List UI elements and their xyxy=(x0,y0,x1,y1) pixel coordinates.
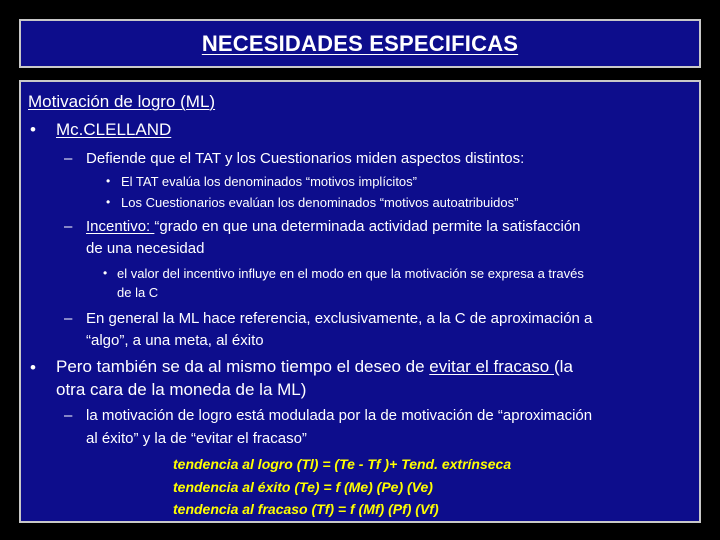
dash-item-modulada-cont: al éxito” y la de “evitar el fracaso” xyxy=(86,430,307,447)
dash-item-claim: Defiende que el TAT y los Cuestionarios miden aspectos distintos: xyxy=(86,150,525,167)
sub-item-cuestionarios: Los Cuestionarios evalúan los denominados “motivos autoatribuidos” xyxy=(121,195,519,210)
bullet-author: Mc.CLELLAND xyxy=(56,120,172,139)
dash-item-incentivo-cont: de una necesidad xyxy=(86,240,205,257)
bullet-marker: • xyxy=(30,358,36,377)
content-box xyxy=(19,80,701,523)
bullet-fracaso-cont: otra cara de la moneda de la ML) xyxy=(56,380,307,399)
formula-exito: tendencia al éxito (Te) = f (Me) (Pe) (Ve) xyxy=(173,479,433,495)
dash-marker: – xyxy=(64,310,73,327)
sub-bullet-marker: • xyxy=(106,174,111,188)
bullet-marker: • xyxy=(30,120,36,139)
bullet-fracaso-pre: Pero también se da al mismo tiempo el deseo de xyxy=(56,357,430,376)
dash-item-incentivo xyxy=(86,218,580,235)
dash-item-general-cont: “algo”, a una meta, al éxito xyxy=(86,332,264,349)
bullet-fracaso-post: (la xyxy=(554,357,573,376)
dash-item-general: En general la ML hace referencia, exclusivamente, a la C de aproximación a xyxy=(86,310,593,327)
sub-item-incentivo-value-cont: de la C xyxy=(117,285,159,300)
dash-marker: – xyxy=(64,150,73,167)
sub-bullet-marker: • xyxy=(106,195,111,209)
incentivo-label: Incentivo: xyxy=(86,218,155,235)
formula-logro: tendencia al logro (Tl) = (Te - Tf )+ Tend. extrínseca xyxy=(173,456,512,472)
formula-fracaso: tendencia al fracaso (Tf) = f (Mf) (Pf) (Vf) xyxy=(173,501,439,517)
dash-item-modulada: la motivación de logro está modulada por la de motivación de “aproximación xyxy=(86,407,593,424)
bullet-fracaso xyxy=(56,357,573,377)
dash-marker: – xyxy=(64,407,73,424)
slide-title: NECESIDADES ESPECIFICAS xyxy=(201,30,519,56)
incentivo-definition: “grado en que una determinada actividad permite la satisfacción xyxy=(154,218,581,235)
sub-item-tat: El TAT evalúa los denominados “motivos implícitos” xyxy=(121,174,417,189)
section-heading: Motivación de logro (ML) xyxy=(28,92,216,111)
bullet-fracaso-emph: evitar el fracaso xyxy=(429,357,554,376)
dash-marker: – xyxy=(64,218,73,235)
sub-bullet-marker: • xyxy=(103,266,108,280)
title-box xyxy=(19,19,701,68)
sub-item-incentivo-value: el valor del incentivo influye en el modo en que la motivación se expresa a través xyxy=(117,266,584,281)
